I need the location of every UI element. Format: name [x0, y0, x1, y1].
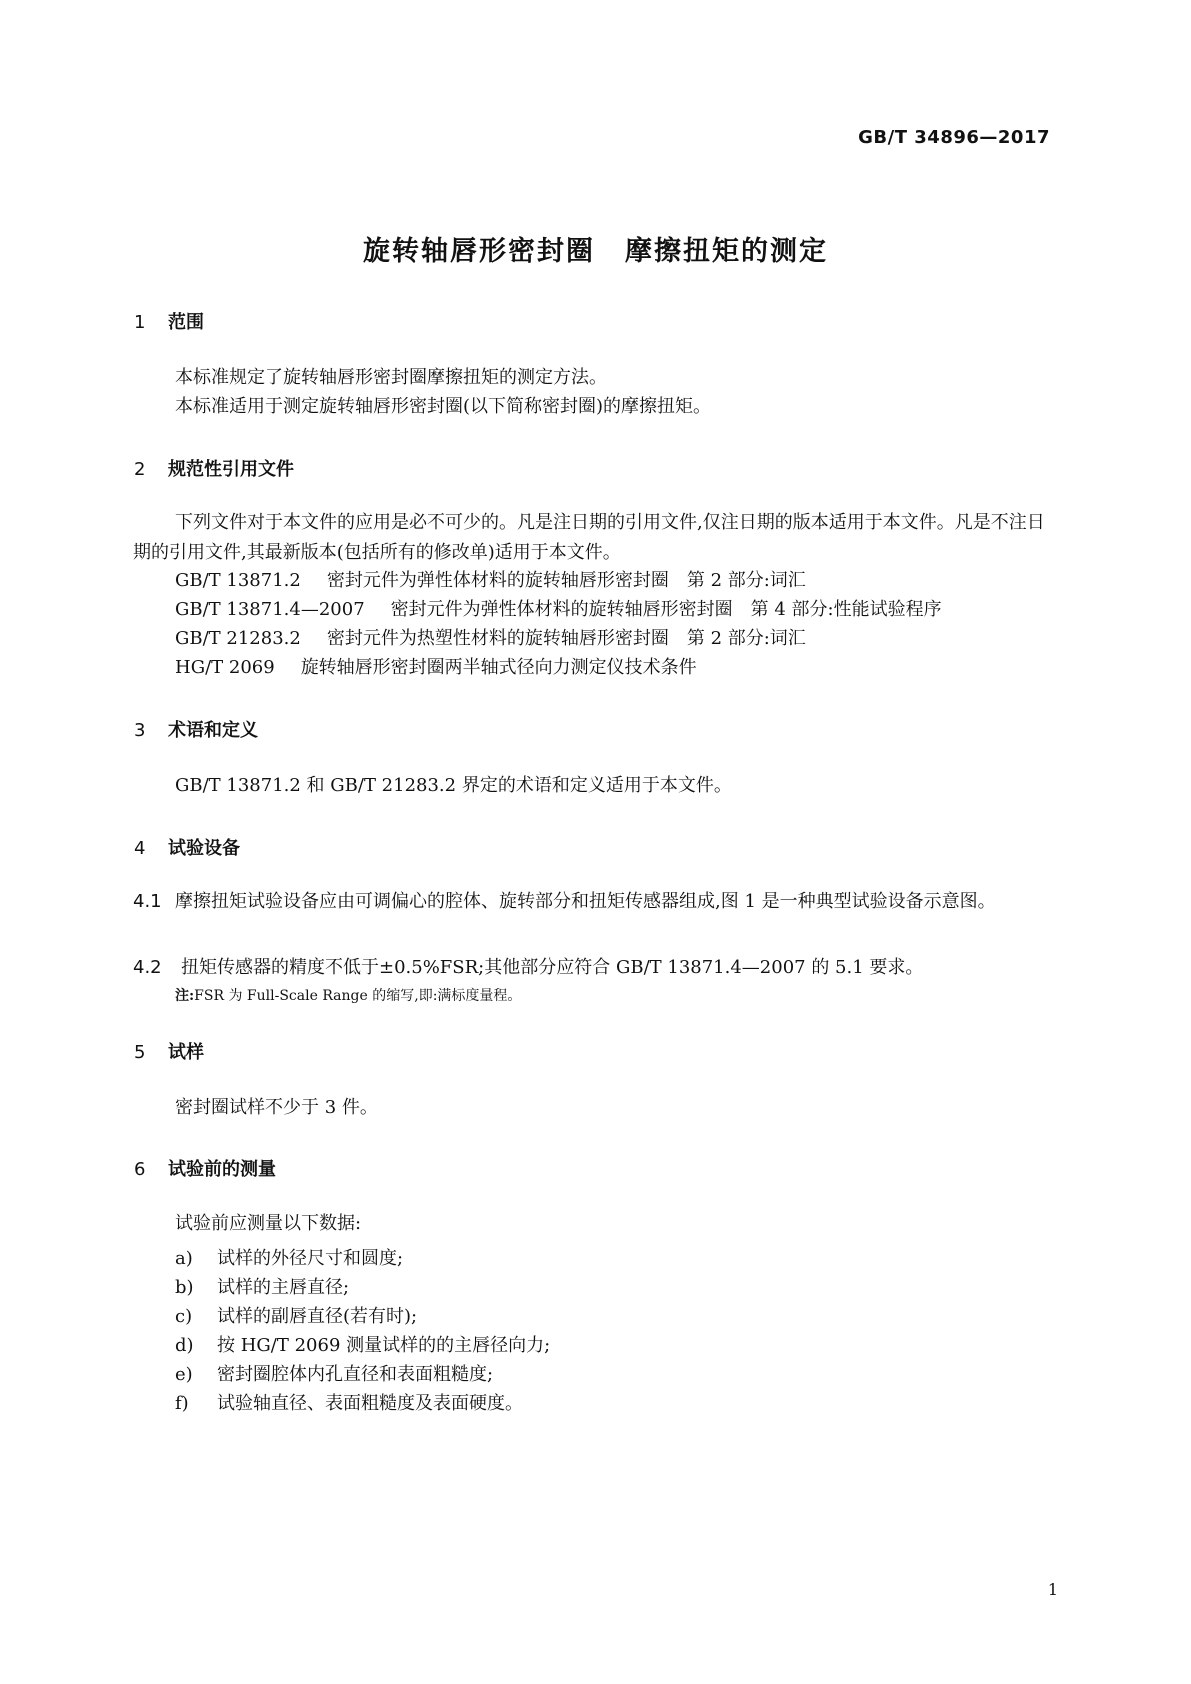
- clause-number: 4.1: [133, 891, 162, 912]
- list-marker: d): [175, 1335, 194, 1356]
- section-1-paragraph-1: 本标准规定了旋转轴唇形密封圈摩擦扭矩的测定方法。: [175, 367, 607, 388]
- list-item: [175, 1389, 523, 1415]
- note-text: FSR 为 Full-Scale Range 的缩写,即:满标度量程。: [194, 988, 522, 1004]
- title-part-2: 摩擦扭矩的测定: [625, 236, 828, 267]
- section-number: 6: [134, 1159, 146, 1180]
- section-title: 规范性引用文件: [168, 459, 294, 480]
- clause-text: 扭矩传感器的精度不低于±0.5%FSR;其他部分应符合 GB/T 13871.4—2007 的 5.1 要求。: [181, 957, 924, 978]
- list-text: 试验轴直径、表面粗糙度及表面硬度。: [217, 1393, 523, 1414]
- section-1-paragraph-2: 本标准适用于测定旋转轴唇形密封圈(以下简称密封圈)的摩擦扭矩。: [175, 396, 712, 417]
- section-number: 4: [134, 838, 146, 859]
- clause-4-1: [133, 887, 1061, 917]
- section-5-text: 密封圈试样不少于 3 件。: [175, 1097, 378, 1118]
- reference-code: GB/T 13871.2: [175, 570, 301, 591]
- section-title: 术语和定义: [168, 720, 258, 741]
- list-marker: f): [175, 1393, 189, 1414]
- section-number: 2: [134, 459, 146, 480]
- list-item: [175, 1273, 349, 1299]
- reference-item: [175, 566, 806, 596]
- section-5-heading: [134, 1038, 204, 1064]
- document-title: [0, 229, 1191, 268]
- reference-item: [175, 653, 697, 683]
- list-marker: b): [175, 1277, 194, 1298]
- section-4-heading: [134, 834, 240, 860]
- clause-number: 4.2: [133, 957, 162, 978]
- section-title: 试样: [168, 1042, 204, 1063]
- reference-code: HG/T 2069: [175, 657, 275, 678]
- section-2-intro-text: 下列文件对于本文件的应用是必不可少的。凡是注日期的引用文件,仅注日期的版本适用于本文件。凡是不注日期的引用文件,其最新版本(包括所有的修改单)适用于本文件。: [133, 512, 1045, 563]
- list-text: 密封圈腔体内孔直径和表面粗糙度;: [217, 1364, 494, 1385]
- reference-code: GB/T 13871.4—2007: [175, 599, 365, 620]
- section-title: 范围: [168, 312, 204, 333]
- reference-title: 旋转轴唇形密封圈两半轴式径向力测定仪技术条件: [300, 657, 697, 678]
- list-text: 试样的外径尺寸和圆度;: [217, 1248, 404, 1269]
- list-text: 试样的副唇直径(若有时);: [217, 1306, 418, 1327]
- section-2-intro: [133, 508, 1061, 568]
- section-2-heading: [134, 455, 294, 481]
- section-number: 5: [134, 1042, 146, 1063]
- reference-title: 密封元件为弹性体材料的旋转轴唇形密封圈 第 2 部分:词汇: [326, 570, 806, 591]
- list-text: 试样的主唇直径;: [217, 1277, 350, 1298]
- note-label: 注:: [175, 988, 195, 1004]
- reference-title: 密封元件为热塑性材料的旋转轴唇形密封圈 第 2 部分:词汇: [326, 628, 806, 649]
- reference-item: [175, 595, 942, 625]
- clause-4-2: [133, 953, 923, 979]
- section-number: 1: [134, 312, 146, 333]
- list-marker: c): [175, 1306, 193, 1327]
- list-item: [175, 1360, 493, 1386]
- section-1-heading: [134, 308, 204, 334]
- list-text: 按 HG/T 2069 测量试样的的主唇径向力;: [217, 1335, 551, 1356]
- reference-title: 密封元件为弹性体材料的旋转轴唇形密封圈 第 4 部分:性能试验程序: [390, 599, 942, 620]
- title-part-1: 旋转轴唇形密封圈: [363, 236, 595, 267]
- list-item: [175, 1244, 403, 1270]
- clause-text: 摩擦扭矩试验设备应由可调偏心的腔体、旋转部分和扭矩传感器组成,图 1 是一种典型试验设备示意图。: [175, 891, 996, 912]
- section-3-text: GB/T 13871.2 和 GB/T 21283.2 界定的术语和定义适用于本文件。: [175, 775, 732, 796]
- section-6-intro: 试验前应测量以下数据:: [175, 1213, 362, 1234]
- section-title: 试验设备: [168, 838, 240, 859]
- section-number: 3: [134, 720, 146, 741]
- reference-item: [175, 624, 806, 654]
- list-item: [175, 1331, 550, 1357]
- list-marker: e): [175, 1364, 193, 1385]
- standard-code: GB/T 34896—2017: [858, 127, 1050, 148]
- list-marker: a): [175, 1248, 193, 1269]
- page-number: 1: [1047, 1580, 1058, 1599]
- note: [175, 985, 521, 1005]
- section-title: 试验前的测量: [168, 1159, 276, 1180]
- section-3-heading: [134, 716, 258, 742]
- reference-code: GB/T 21283.2: [175, 628, 301, 649]
- section-6-heading: [134, 1155, 276, 1181]
- list-item: [175, 1302, 417, 1328]
